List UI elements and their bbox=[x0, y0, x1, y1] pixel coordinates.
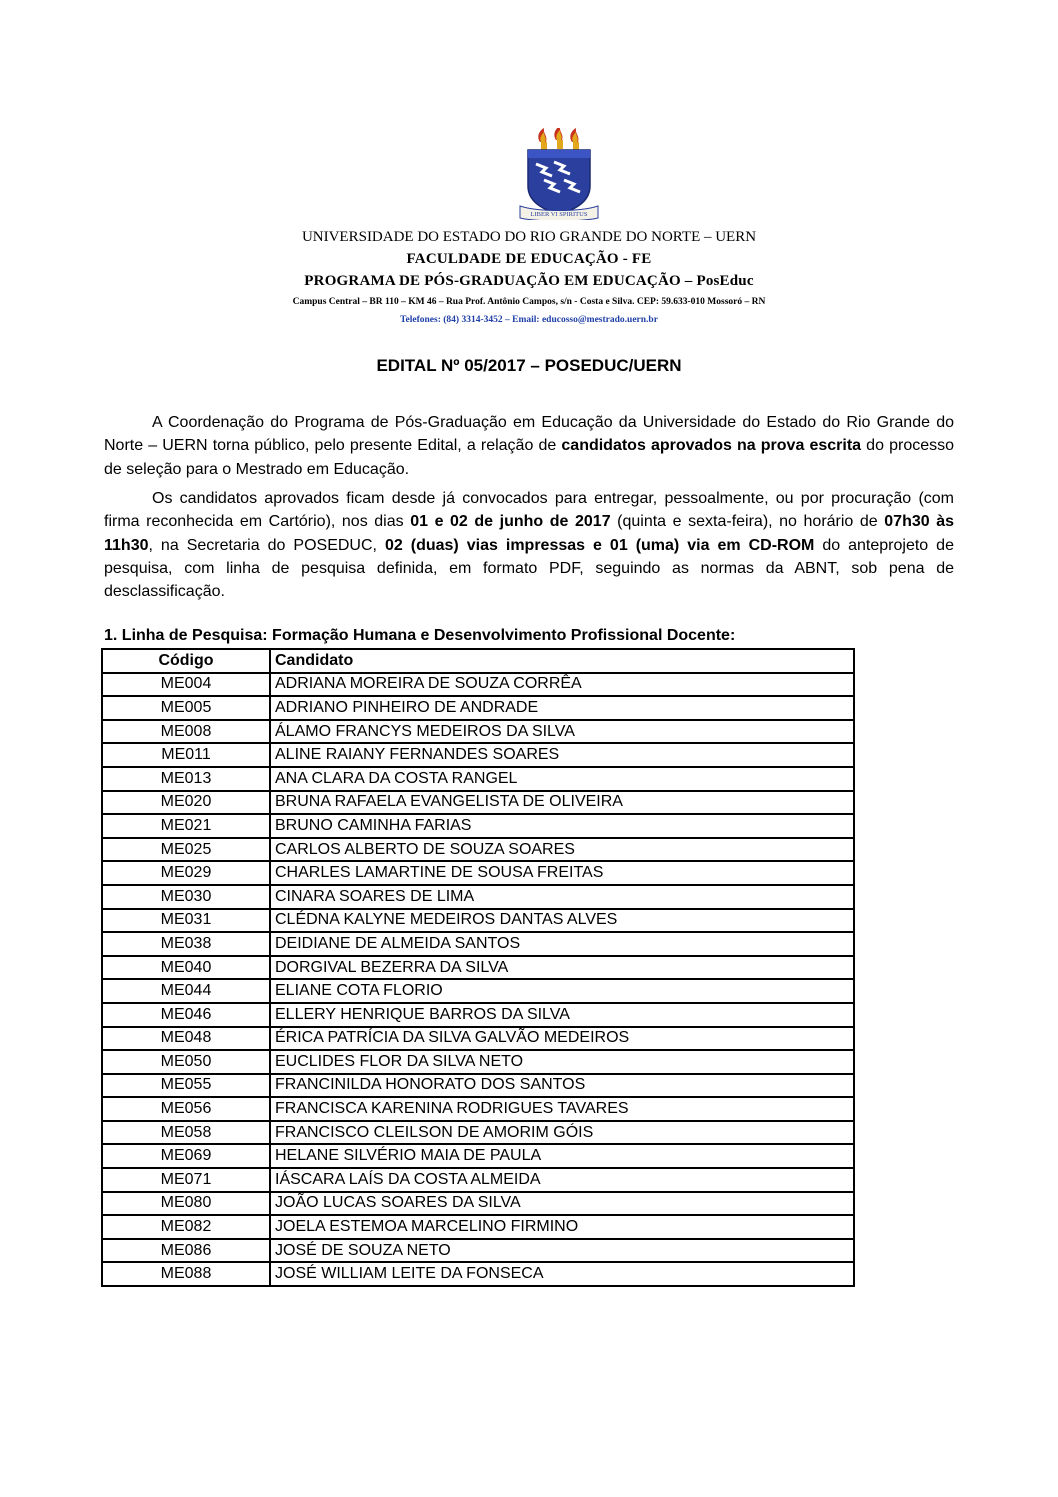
table-row bbox=[102, 1215, 854, 1239]
candidate-name: IÁSCARA LAÍS DA COSTA ALMEIDA bbox=[270, 1168, 854, 1192]
candidate-name: CHARLES LAMARTINE DE SOUSA FREITAS bbox=[270, 861, 854, 885]
candidate-code: ME086 bbox=[102, 1239, 270, 1263]
candidate-code: ME031 bbox=[102, 909, 270, 933]
candidate-name: CLÉDNA KALYNE MEDEIROS DANTAS ALVES bbox=[270, 909, 854, 933]
candidate-code: ME048 bbox=[102, 1027, 270, 1051]
candidate-code: ME013 bbox=[102, 767, 270, 791]
table-row bbox=[102, 838, 854, 862]
intro-text-end: do processo de seleção para o Mestrado em Educação. bbox=[104, 437, 955, 478]
faculty-name: FACULDADE DE EDUCAÇÃO - FE bbox=[406, 251, 652, 267]
table-row bbox=[102, 814, 854, 838]
candidate-code: ME082 bbox=[102, 1215, 270, 1239]
candidate-name: ÁLAMO FRANCYS MEDEIROS DA SILVA bbox=[270, 720, 854, 744]
candidate-code: ME071 bbox=[102, 1168, 270, 1192]
candidate-name: DEIDIANE DE ALMEIDA SANTOS bbox=[270, 932, 854, 956]
candidate-name: ELLERY HENRIQUE BARROS DA SILVA bbox=[270, 1003, 854, 1027]
contact-info: Telefones: (84) 3314-3452 – Email: educosso@mestrado.uern.br bbox=[400, 315, 658, 325]
candidate-code: ME056 bbox=[102, 1097, 270, 1121]
convocation-text: Os candidatos aprovados ficam desde já convocados para entregar, pessoalmente, ou por procuração (com firma reconhecida em Cartório), nos dias bbox=[104, 490, 954, 531]
candidate-code: ME011 bbox=[102, 743, 270, 767]
table-row bbox=[102, 767, 854, 791]
university-seal-icon bbox=[518, 128, 600, 220]
table-row bbox=[102, 696, 854, 720]
convocation-text-2: (quinta e sexta-feira), no horário de bbox=[610, 513, 885, 531]
table-row bbox=[102, 1074, 854, 1098]
section-title: 1. Linha de Pesquisa: Formação Humana e Desenvolvimento Profissional Docente: bbox=[104, 627, 736, 644]
candidate-name: ANA CLARA DA COSTA RANGEL bbox=[270, 767, 854, 791]
table-row bbox=[102, 1027, 854, 1051]
table-row bbox=[102, 1262, 854, 1286]
table-row bbox=[102, 909, 854, 933]
candidate-name: JOELA ESTEMOA MARCELINO FIRMINO bbox=[270, 1215, 854, 1239]
table-header-row bbox=[102, 649, 854, 673]
candidate-name: DORGIVAL BEZERRA DA SILVA bbox=[270, 956, 854, 980]
table-row bbox=[102, 1239, 854, 1263]
table-row bbox=[102, 1168, 854, 1192]
convocation-copies: 02 (duas) vias impressas e 01 (uma) via em CD-ROM bbox=[384, 536, 815, 554]
university-name: UNIVERSIDADE DO ESTADO DO RIO GRANDE DO NORTE – UERN bbox=[301, 229, 757, 245]
table-row bbox=[102, 979, 854, 1003]
table-row bbox=[102, 720, 854, 744]
candidate-name: FRANCISCO CLEILSON DE AMORIM GÓIS bbox=[270, 1121, 854, 1145]
candidate-code: ME029 bbox=[102, 861, 270, 885]
table-body bbox=[102, 673, 854, 1286]
candidate-name: JOSÉ WILLIAM LEITE DA FONSECA bbox=[270, 1262, 854, 1286]
candidate-name: FRANCINILDA HONORATO DOS SANTOS bbox=[270, 1074, 854, 1098]
candidate-code: ME088 bbox=[102, 1262, 270, 1286]
candidate-name: ADRIANA MOREIRA DE SOUZA CORRÊA bbox=[270, 673, 854, 697]
table-row bbox=[102, 1121, 854, 1145]
candidate-name: JOSÉ DE SOUZA NETO bbox=[270, 1239, 854, 1263]
candidates-table bbox=[101, 648, 855, 1287]
column-header-candidate: Candidato bbox=[270, 649, 854, 673]
candidate-code: ME030 bbox=[102, 885, 270, 909]
intro-text: A Coordenação do Programa de Pós-Graduação em Educação da Universidade do Estado do Rio Grande do Norte – UERN torna público, pelo presente Edital, a relação de bbox=[104, 414, 954, 455]
candidate-name: ALINE RAIANY FERNANDES SOARES bbox=[270, 743, 854, 767]
convocation-hours: 07h30 às 11h30 bbox=[104, 513, 955, 554]
candidate-name: CINARA SOARES DE LIMA bbox=[270, 885, 854, 909]
table-row bbox=[102, 1144, 854, 1168]
table-row bbox=[102, 673, 854, 697]
torch-flames-icon bbox=[538, 128, 579, 150]
candidate-code: ME046 bbox=[102, 1003, 270, 1027]
table-row bbox=[102, 1050, 854, 1074]
candidate-code: ME020 bbox=[102, 791, 270, 815]
candidate-code: ME069 bbox=[102, 1144, 270, 1168]
seal-motto: LIBER VI SPIRITUS bbox=[530, 211, 588, 218]
candidate-code: ME021 bbox=[102, 814, 270, 838]
candidate-code: ME008 bbox=[102, 720, 270, 744]
candidate-name: EUCLIDES FLOR DA SILVA NETO bbox=[270, 1050, 854, 1074]
candidate-code: ME050 bbox=[102, 1050, 270, 1074]
candidate-code: ME038 bbox=[102, 932, 270, 956]
candidate-name: HELANE SILVÉRIO MAIA DE PAULA bbox=[270, 1144, 854, 1168]
table-row bbox=[102, 743, 854, 767]
table-row bbox=[102, 956, 854, 980]
convocation-paragraph bbox=[104, 487, 954, 603]
program-name: PROGRAMA DE PÓS-GRADUAÇÃO EM EDUCAÇÃO – PosEduc bbox=[304, 273, 754, 289]
candidate-name: BRUNO CAMINHA FARIAS bbox=[270, 814, 854, 838]
convocation-text-3: , na Secretaria do POSEDUC, bbox=[148, 536, 385, 554]
candidate-code: ME080 bbox=[102, 1192, 270, 1216]
candidate-name: CARLOS ALBERTO DE SOUZA SOARES bbox=[270, 838, 854, 862]
candidate-code: ME005 bbox=[102, 696, 270, 720]
candidate-name: JOÃO LUCAS SOARES DA SILVA bbox=[270, 1192, 854, 1216]
edital-title: EDITAL Nº 05/2017 – POSEDUC/UERN bbox=[376, 356, 682, 375]
candidate-code: ME040 bbox=[102, 956, 270, 980]
column-header-code: Código bbox=[102, 649, 270, 673]
candidate-code: ME058 bbox=[102, 1121, 270, 1145]
convocation-text-4: do anteprojeto de pesquisa, com linha de pesquisa definida, em formato PDF, seguindo as normas da ABNT, sob pena de desclassificação. bbox=[104, 536, 954, 601]
candidate-name: ADRIANO PINHEIRO DE ANDRADE bbox=[270, 696, 854, 720]
table-row bbox=[102, 1097, 854, 1121]
candidate-code: ME044 bbox=[102, 979, 270, 1003]
candidate-name: ELIANE COTA FLORIO bbox=[270, 979, 854, 1003]
table-row bbox=[102, 1192, 854, 1216]
table-row bbox=[102, 885, 854, 909]
candidate-name: FRANCISCA KARENINA RODRIGUES TAVARES bbox=[270, 1097, 854, 1121]
table-row bbox=[102, 861, 854, 885]
table-row bbox=[102, 932, 854, 956]
campus-address: Campus Central – BR 110 – KM 46 – Rua Prof. Antônio Campos, s/n - Costa e Silva. CEP: 59.633-010 Mossoró – RN bbox=[292, 297, 766, 307]
candidate-code: ME004 bbox=[102, 673, 270, 697]
convocation-dates: 01 e 02 de junho de 2017 bbox=[410, 513, 611, 531]
table-row bbox=[102, 791, 854, 815]
intro-emphasis: candidatos aprovados na prova escrita bbox=[561, 437, 862, 455]
table-row bbox=[102, 1003, 854, 1027]
candidate-code: ME025 bbox=[102, 838, 270, 862]
intro-paragraph bbox=[104, 411, 954, 481]
shield-icon bbox=[528, 150, 590, 214]
candidate-name: ÉRICA PATRÍCIA DA SILVA GALVÃO MEDEIROS bbox=[270, 1027, 854, 1051]
candidate-code: ME055 bbox=[102, 1074, 270, 1098]
candidate-name: BRUNA RAFAELA EVANGELISTA DE OLIVEIRA bbox=[270, 791, 854, 815]
